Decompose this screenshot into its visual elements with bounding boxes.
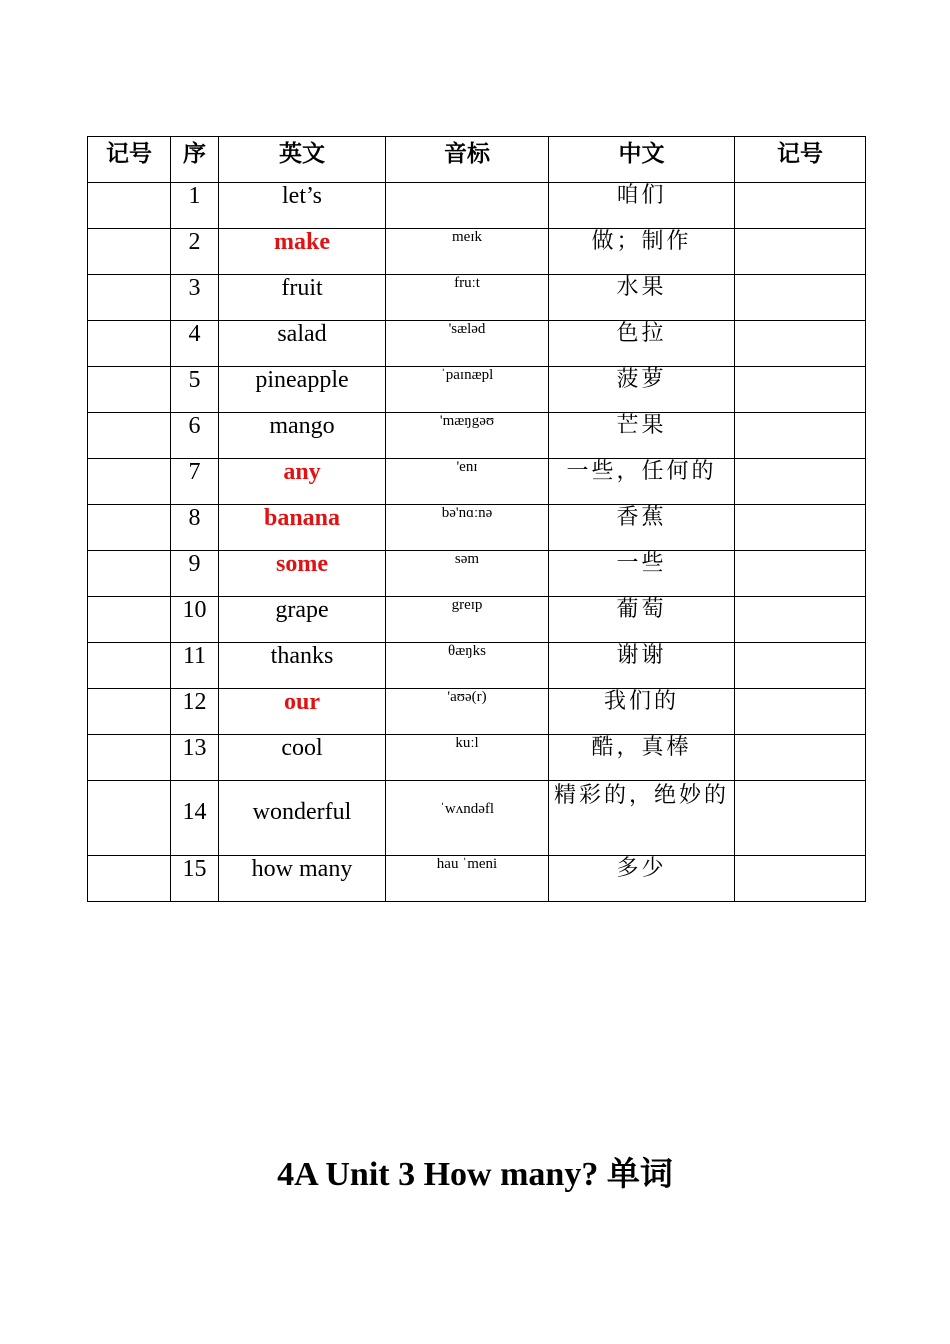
- phonetic-cell: 'sæləd: [386, 321, 549, 367]
- index-cell: 10: [171, 597, 219, 643]
- mark-cell: [88, 597, 171, 643]
- mark-cell: [88, 551, 171, 597]
- table-row: [88, 413, 866, 459]
- mark-cell: [88, 229, 171, 275]
- table-row: [88, 275, 866, 321]
- table-row: [88, 321, 866, 367]
- header-index: 序: [171, 137, 219, 183]
- mark-cell-2: [735, 597, 866, 643]
- index-cell: 8: [171, 505, 219, 551]
- index-cell: 12: [171, 689, 219, 735]
- mark-cell: [88, 856, 171, 902]
- index-cell: 11: [171, 643, 219, 689]
- mark-cell: [88, 275, 171, 321]
- chinese-meaning-cell: 芒果: [549, 413, 735, 459]
- mark-cell-2: [735, 856, 866, 902]
- mark-cell: [88, 459, 171, 505]
- index-cell: 14: [171, 781, 219, 856]
- chinese-meaning-cell: 谢谢: [549, 643, 735, 689]
- mark-cell-2: [735, 781, 866, 856]
- mark-cell-2: [735, 367, 866, 413]
- mark-cell-2: [735, 551, 866, 597]
- mark-cell-2: [735, 183, 866, 229]
- header-mark-2: 记号: [735, 137, 866, 183]
- index-cell: 2: [171, 229, 219, 275]
- table-row: [88, 229, 866, 275]
- phonetic-cell: 'aʊə(r): [386, 689, 549, 735]
- index-cell: 6: [171, 413, 219, 459]
- table-row: [88, 597, 866, 643]
- phonetic-cell: bə'nɑːnə: [386, 505, 549, 551]
- english-word-cell: any: [219, 459, 386, 505]
- english-word-cell: mango: [219, 413, 386, 459]
- chinese-meaning-cell: 一些: [549, 551, 735, 597]
- english-word-cell: how many: [219, 856, 386, 902]
- mark-cell-2: [735, 321, 866, 367]
- title-english: 4A Unit 3 How many?: [277, 1156, 607, 1193]
- mark-cell-2: [735, 735, 866, 781]
- header-phonetic: 音标: [386, 137, 549, 183]
- table-row: [88, 505, 866, 551]
- title-chinese: 单词: [606, 1154, 673, 1193]
- phonetic-cell: fruːt: [386, 275, 549, 321]
- english-word-cell: thanks: [219, 643, 386, 689]
- mark-cell-2: [735, 229, 866, 275]
- table-row: [88, 781, 866, 856]
- phonetic-cell: θæŋks: [386, 643, 549, 689]
- vocabulary-table: [87, 136, 866, 902]
- phonetic-cell: [386, 183, 549, 229]
- index-cell: 9: [171, 551, 219, 597]
- mark-cell: [88, 505, 171, 551]
- index-cell: 3: [171, 275, 219, 321]
- index-cell: 5: [171, 367, 219, 413]
- chinese-meaning-cell: 菠萝: [549, 367, 735, 413]
- table-row: [88, 689, 866, 735]
- english-word-cell: some: [219, 551, 386, 597]
- chinese-meaning-cell: 色拉: [549, 321, 735, 367]
- chinese-meaning-cell: 香蕉: [549, 505, 735, 551]
- mark-cell-2: [735, 643, 866, 689]
- mark-cell: [88, 689, 171, 735]
- mark-cell-2: [735, 459, 866, 505]
- phonetic-cell: greɪp: [386, 597, 549, 643]
- chinese-meaning-cell: 我们的: [549, 689, 735, 735]
- chinese-meaning-cell: 做；制作: [549, 229, 735, 275]
- english-word-cell: let’s: [219, 183, 386, 229]
- table-row: [88, 183, 866, 229]
- mark-cell: [88, 413, 171, 459]
- english-word-cell: banana: [219, 505, 386, 551]
- index-cell: 13: [171, 735, 219, 781]
- index-cell: 15: [171, 856, 219, 902]
- table-row: [88, 735, 866, 781]
- table-row: [88, 551, 866, 597]
- mark-cell-2: [735, 505, 866, 551]
- phonetic-cell: hau ˈmeni: [386, 856, 549, 902]
- phonetic-cell: meɪk: [386, 229, 549, 275]
- phonetic-cell: səm: [386, 551, 549, 597]
- english-word-cell: our: [219, 689, 386, 735]
- english-word-cell: pineapple: [219, 367, 386, 413]
- chinese-meaning-cell: 葡萄: [549, 597, 735, 643]
- phonetic-cell: ˈwʌndəfl: [386, 781, 549, 856]
- english-word-cell: cool: [219, 735, 386, 781]
- header-mark: 记号: [88, 137, 171, 183]
- table-row: [88, 367, 866, 413]
- chinese-meaning-cell: 水果: [549, 275, 735, 321]
- mark-cell: [88, 735, 171, 781]
- phonetic-cell: ˈpaɪnæpl: [386, 367, 549, 413]
- english-word-cell: wonderful: [219, 781, 386, 856]
- mark-cell: [88, 367, 171, 413]
- index-cell: 1: [171, 183, 219, 229]
- phonetic-cell: kuːl: [386, 735, 549, 781]
- mark-cell-2: [735, 275, 866, 321]
- table-row: [88, 459, 866, 505]
- english-word-cell: grape: [219, 597, 386, 643]
- english-word-cell: fruit: [219, 275, 386, 321]
- header-chinese: 中文: [549, 137, 735, 183]
- header-english: 英文: [219, 137, 386, 183]
- english-word-cell: make: [219, 229, 386, 275]
- chinese-meaning-cell: 多少: [549, 856, 735, 902]
- index-cell: 7: [171, 459, 219, 505]
- phonetic-cell: 'enɪ: [386, 459, 549, 505]
- chinese-meaning-cell: 酷，真棒: [549, 735, 735, 781]
- table-row: [88, 643, 866, 689]
- index-cell: 4: [171, 321, 219, 367]
- table-header-row: [88, 137, 866, 183]
- page-title: [0, 1148, 950, 1195]
- table-row: [88, 856, 866, 902]
- chinese-meaning-cell: 一些，任何的: [549, 459, 735, 505]
- chinese-meaning-cell: 咱们: [549, 183, 735, 229]
- chinese-meaning-cell: 精彩的，绝妙的: [549, 781, 735, 856]
- mark-cell-2: [735, 689, 866, 735]
- mark-cell: [88, 321, 171, 367]
- mark-cell-2: [735, 413, 866, 459]
- mark-cell: [88, 183, 171, 229]
- phonetic-cell: 'mæŋgəʊ: [386, 413, 549, 459]
- mark-cell: [88, 781, 171, 856]
- english-word-cell: salad: [219, 321, 386, 367]
- mark-cell: [88, 643, 171, 689]
